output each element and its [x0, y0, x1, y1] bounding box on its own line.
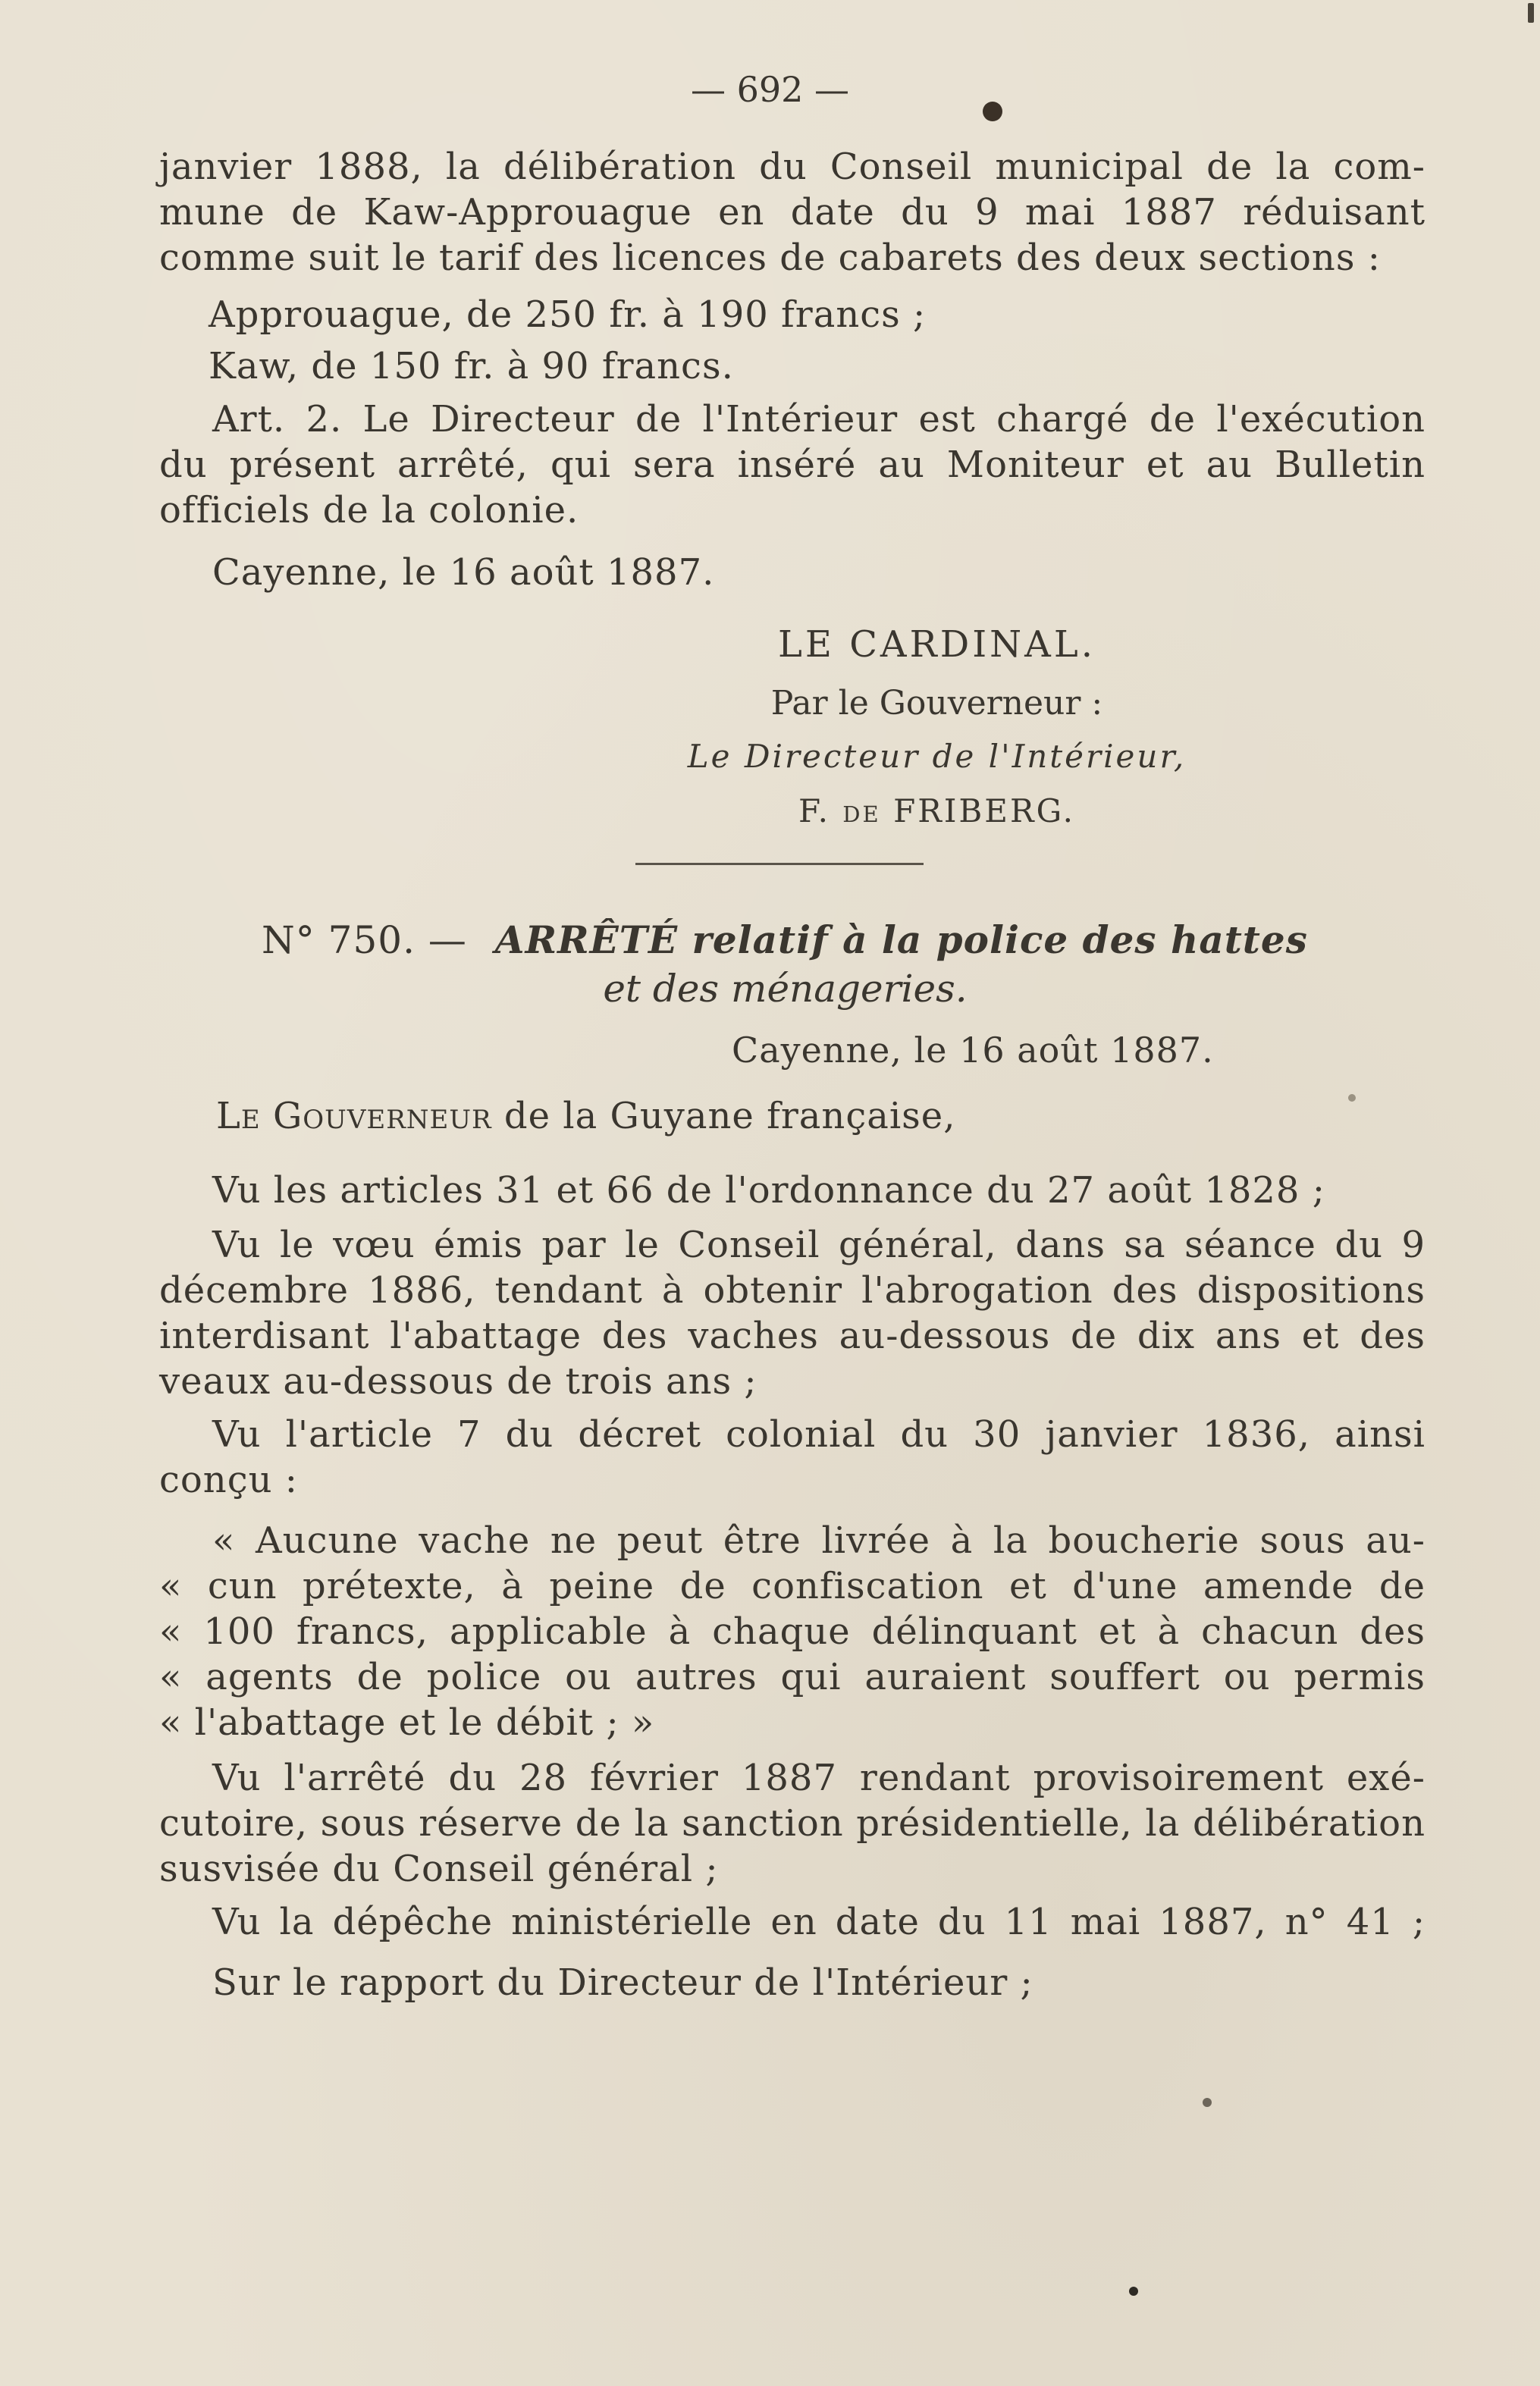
- text-line: Art. 2. Le Directeur de l'Intérieur est chargé de l'exécution: [212, 398, 1426, 441]
- paper-edge-mark: [1528, 3, 1534, 23]
- signature-role: Le Directeur de l'Intérieur,: [687, 738, 1187, 775]
- decree-heading-line-1: [262, 917, 1323, 963]
- text-line: du présent arrêté, qui sera inséré au Moniteur et au Bulletin: [159, 444, 1426, 486]
- text-line: Sur le rapport du Directeur de l'Intérieur ;: [212, 1961, 1033, 2004]
- continuation-paragraph: [159, 144, 1426, 281]
- quote-line: « l'abattage et le débit ; »: [159, 1701, 655, 1744]
- paper-speck: [1203, 2098, 1212, 2107]
- text-line: décembre 1886, tendant à obtenir l'abrogation des dispositions: [159, 1269, 1426, 1312]
- text-line: conçu :: [159, 1459, 298, 1501]
- governor-title: Le Gouverneur: [216, 1095, 492, 1137]
- ink-blot: [983, 102, 1002, 121]
- place-date: Cayenne, le 16 août 1887.: [212, 551, 715, 594]
- text-line: officiels de la colonie.: [159, 489, 579, 531]
- quote-line: « Aucune vache ne peut être livrée à la boucherie sous au-: [212, 1519, 1426, 1562]
- signature-director: F. de FRIBERG.: [798, 792, 1075, 829]
- considerant-6: [159, 1960, 1426, 2005]
- tariff-list: [209, 292, 1270, 389]
- text-line: Vu les articles 31 et 66 de l'ordonnance du 27 août 1828 ;: [212, 1169, 1325, 1212]
- signature-name: LE CARDINAL.: [778, 623, 1096, 666]
- quoted-article: [159, 1518, 1426, 1745]
- decree-dateline: Cayenne, le 16 août 1887.: [732, 1030, 1214, 1071]
- tariff-line: Approuague, de 250 fr. à 190 francs ;: [209, 293, 927, 336]
- considerant-3: [159, 1412, 1426, 1503]
- text-line: mune de Kaw-Approuague en date du 9 mai 1887 réduisant: [159, 191, 1426, 234]
- text-line: Vu le vœu émis par le Conseil général, dans sa séance du 9: [212, 1224, 1426, 1266]
- quote-line: « cun prétexte, à peine de confiscation et d'une amende de: [159, 1565, 1426, 1607]
- paper-speck: [1348, 1094, 1356, 1102]
- quote-line: « 100 francs, applicable à chaque délinquant et à chacun des: [159, 1610, 1426, 1653]
- article-2-paragraph: [159, 397, 1426, 533]
- section-divider: [635, 863, 924, 865]
- considerant-2: [159, 1222, 1426, 1404]
- page-number: — 692 —: [690, 69, 850, 110]
- considerant-1: [159, 1168, 1426, 1213]
- text-line: comme suit le tarif des licences de cabarets des deux sections :: [159, 237, 1381, 279]
- decree-title: ARRÊTÉ relatif à la police des hattes: [494, 917, 1308, 962]
- decree-heading-line-2: et des ménageries.: [603, 967, 968, 1011]
- tariff-line: Kaw, de 150 fr. à 90 francs.: [209, 345, 734, 387]
- governor-rest: de la Guyane française,: [503, 1095, 956, 1137]
- text-line: janvier 1888, la délibération du Conseil municipal de la com-: [159, 146, 1426, 188]
- text-line: Vu la dépêche ministérielle en date du 11 mai 1887, n° 41 ;: [212, 1901, 1426, 1943]
- paper-speck: [1129, 2287, 1138, 2296]
- considerant-5: [159, 1899, 1426, 1945]
- text-line: veaux au-dessous de trois ans ;: [159, 1360, 757, 1403]
- governor-line: [216, 1093, 1278, 1139]
- signature-by: Par le Gouverneur :: [770, 684, 1103, 723]
- text-line: susvisée du Conseil général ;: [159, 1848, 719, 1890]
- considerant-4: [159, 1755, 1426, 1892]
- text-line: interdisant l'abattage des vaches au-dessous de dix ans et des: [159, 1315, 1426, 1357]
- text-line: cutoire, sous réserve de la sanction présidentielle, la délibération: [159, 1802, 1426, 1845]
- text-line: Vu l'arrêté du 28 février 1887 rendant provisoirement exé-: [212, 1757, 1426, 1799]
- text-line: Vu l'article 7 du décret colonial du 30 janvier 1836, ainsi: [212, 1413, 1426, 1456]
- quote-line: « agents de police ou autres qui auraient souffert ou permis: [159, 1656, 1426, 1698]
- decree-number: N° 750. —: [262, 918, 467, 962]
